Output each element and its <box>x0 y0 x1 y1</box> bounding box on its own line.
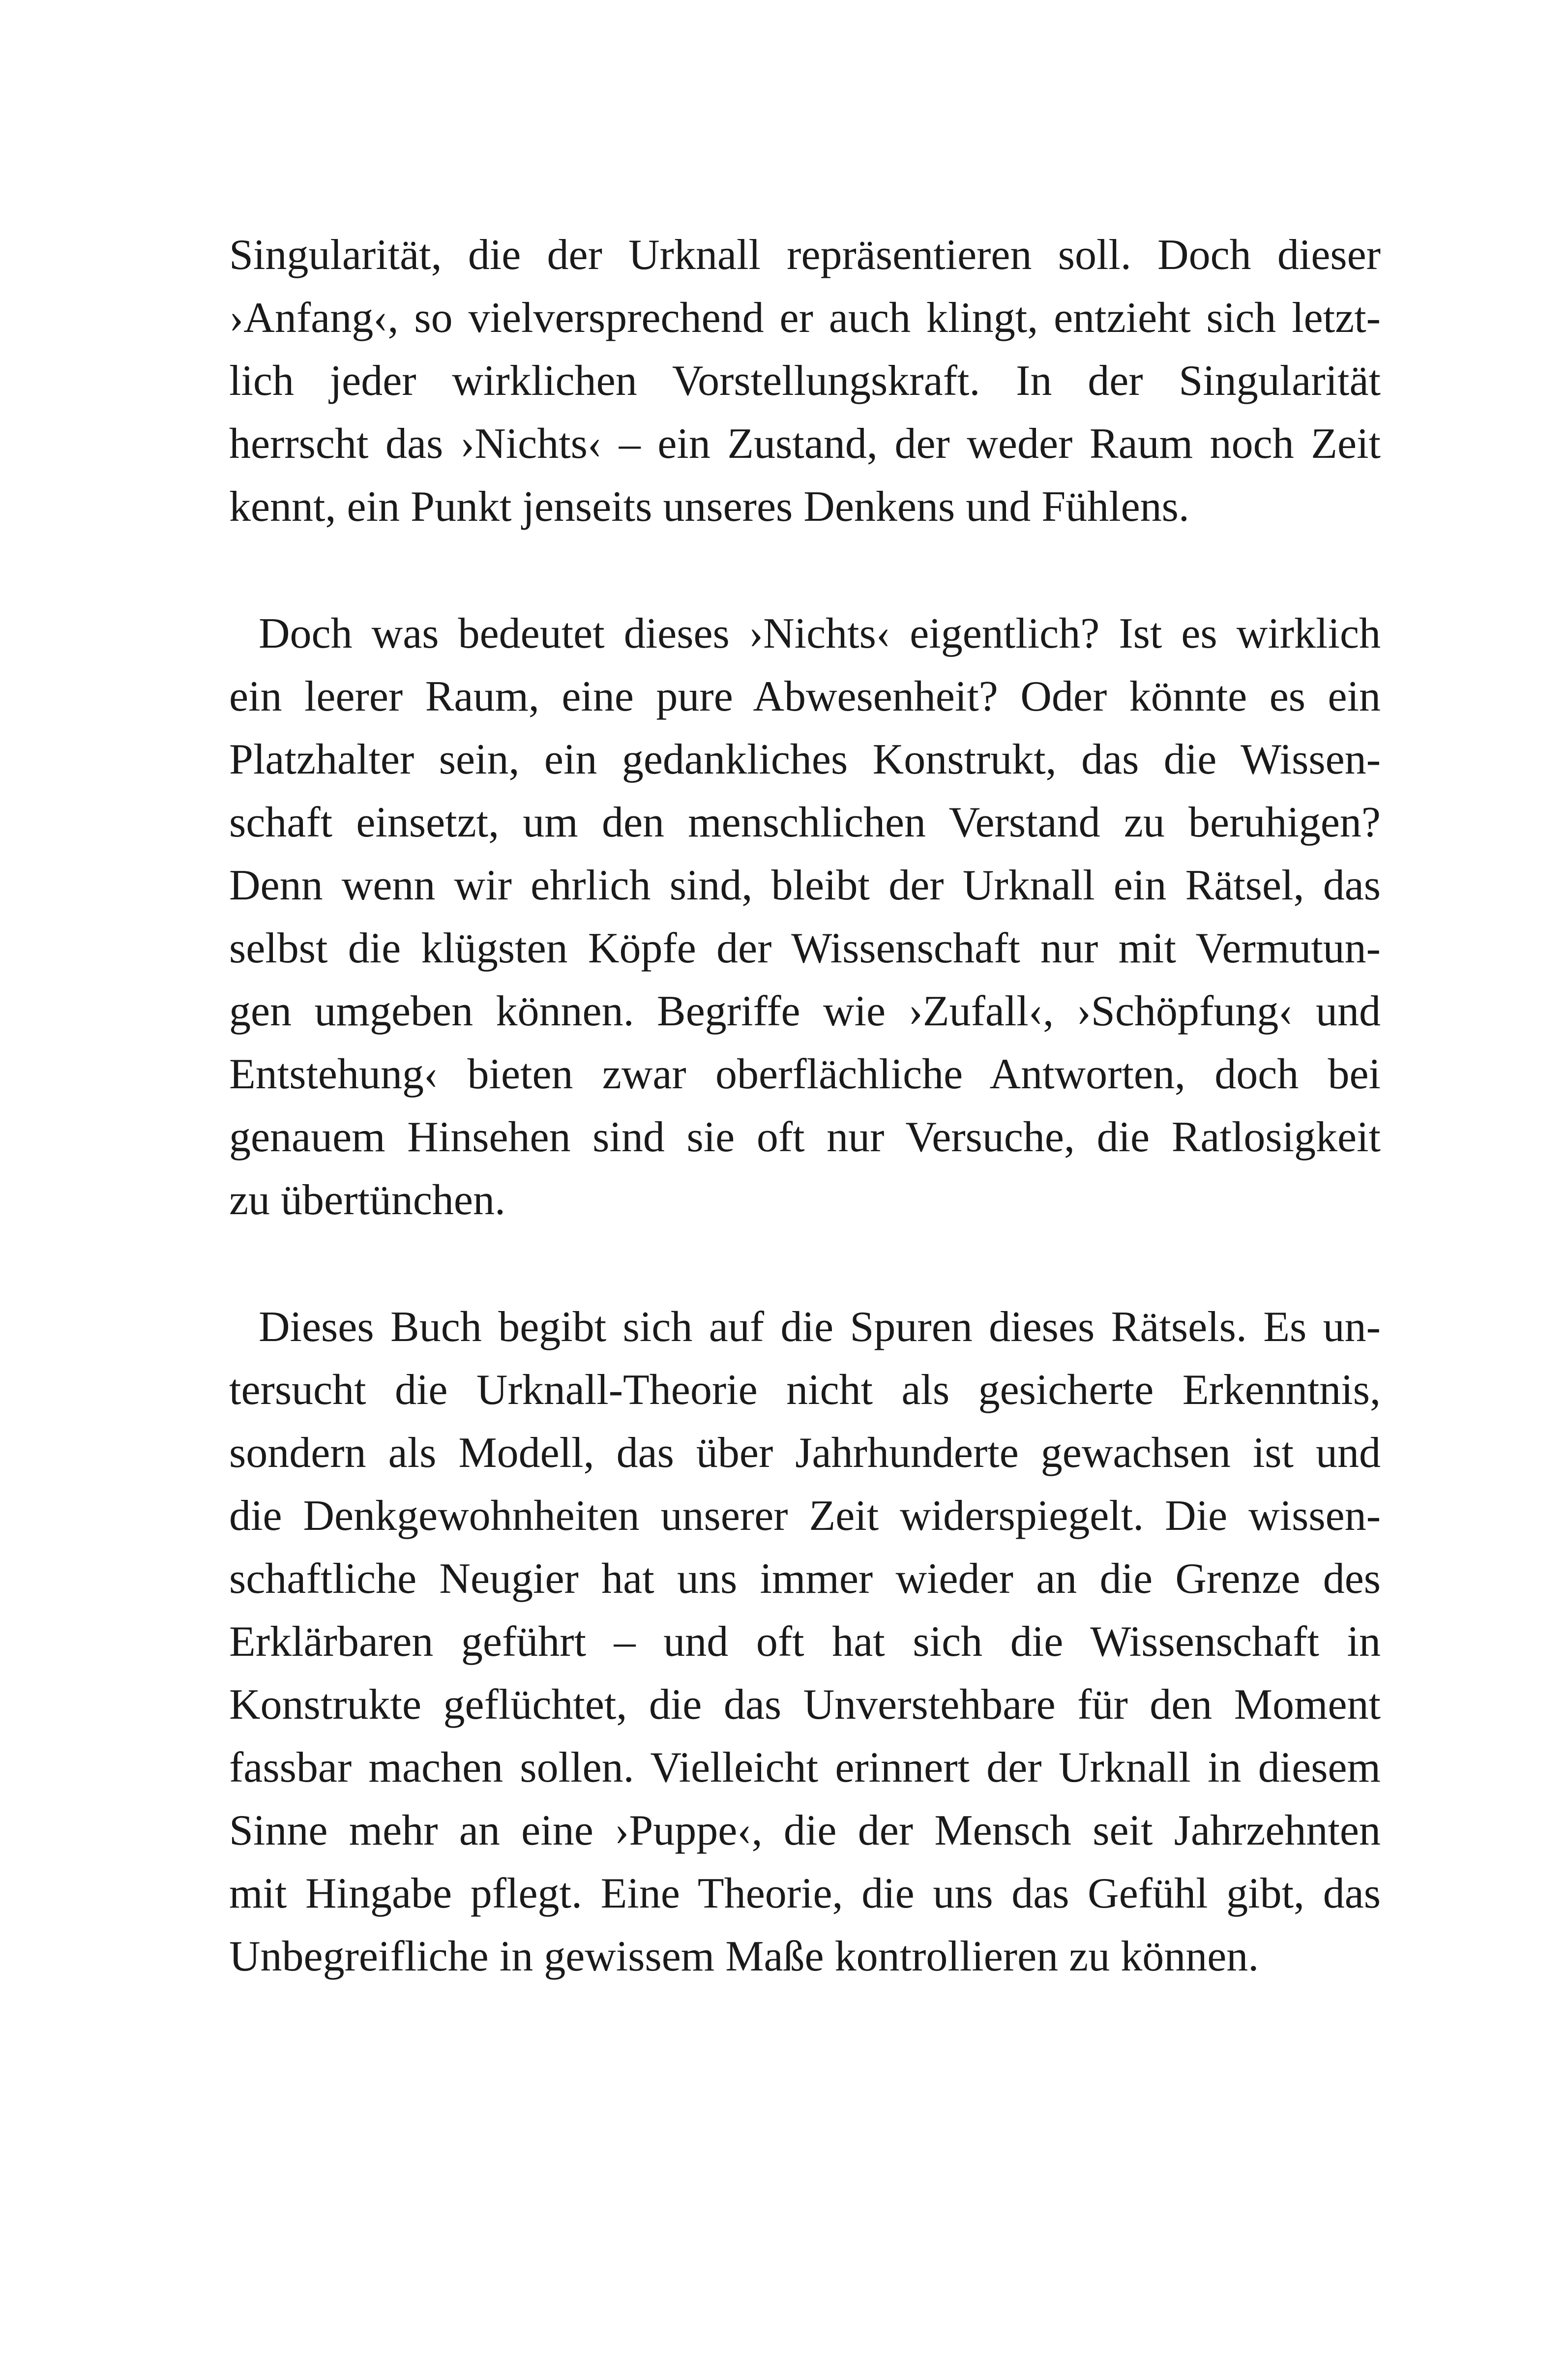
text-line: fassbar machen sollen. Vielleicht erinnert der Urknall in diesem <box>229 1744 1381 1791</box>
paragraph-2 <box>229 602 1381 1232</box>
text-line: lich jeder wirklichen Vorstellungskraft. In der Singularität <box>229 357 1381 405</box>
text-line: schaft einsetzt, um den menschlichen Verstand zu beruhigen? <box>229 799 1381 846</box>
text-line: herrscht das ›Nichts‹ – ein Zustand, der weder Raum noch Zeit <box>229 420 1381 468</box>
text-line: Platzhalter sein, ein gedankliches Konstrukt, das die Wissen- <box>229 736 1381 783</box>
text-line: Denn wenn wir ehrlich sind, bleibt der Urknall ein Rätsel, das <box>229 862 1381 909</box>
text-line: mit Hingabe pflegt. Eine Theorie, die uns das Gefühl gibt, das <box>229 1870 1381 1917</box>
paragraph-1 <box>229 224 1381 538</box>
text-line: ›Anfang‹, so vielversprechend er auch klingt, entzieht sich letzt- <box>229 294 1381 342</box>
text-line: schaftliche Neugier hat uns immer wieder an die Grenze des <box>229 1555 1381 1603</box>
text-line: tersucht die Urknall-Theorie nicht als gesicherte Erkenntnis, <box>229 1366 1381 1414</box>
text-line: Erklärbaren geführt – und oft hat sich die Wissenschaft in <box>229 1618 1381 1666</box>
text-line: die Denkgewohnheiten unserer Zeit widerspiegelt. Die wissen- <box>229 1492 1381 1540</box>
text-line: kennt, ein Punkt jenseits unseres Denkens und Fühlens. <box>229 483 1189 531</box>
text-line: Singularität, die der Urknall repräsentieren soll. Doch dieser <box>229 231 1381 279</box>
text-line: zu übertünchen. <box>229 1176 505 1224</box>
text-line: Konstrukte geflüchtet, die das Unverstehbare für den Moment <box>229 1681 1381 1729</box>
text-line: Unbegreifliche in gewissem Maße kontrollieren zu können. <box>229 1933 1259 1980</box>
text-line: selbst die klügsten Köpfe der Wissenschaft nur mit Vermutun- <box>229 925 1381 972</box>
text-line: Dieses Buch begibt sich auf die Spuren dieses Rätsels. Es un- <box>259 1303 1381 1351</box>
text-line: sondern als Modell, das über Jahrhunderte gewachsen ist und <box>229 1429 1381 1477</box>
paragraph-3 <box>229 1296 1381 1988</box>
text-line: Doch was bedeutet dieses ›Nichts‹ eigentlich? Ist es wirklich <box>259 610 1381 657</box>
text-line: gen umgeben können. Begriffe wie ›Zufall‹, ›Schöpfung‹ und <box>229 987 1381 1035</box>
text-line: Sinne mehr an eine ›Puppe‹, die der Mensch seit Jahrzehnten <box>229 1807 1381 1854</box>
text-line: ein leerer Raum, eine pure Abwesenheit? Oder könnte es ein <box>229 673 1381 720</box>
text-line: genauem Hinsehen sind sie oft nur Versuche, die Ratlosigkeit <box>229 1113 1381 1161</box>
text-line: Entstehung‹ bieten zwar oberflächliche Antworten, doch bei <box>229 1050 1381 1098</box>
